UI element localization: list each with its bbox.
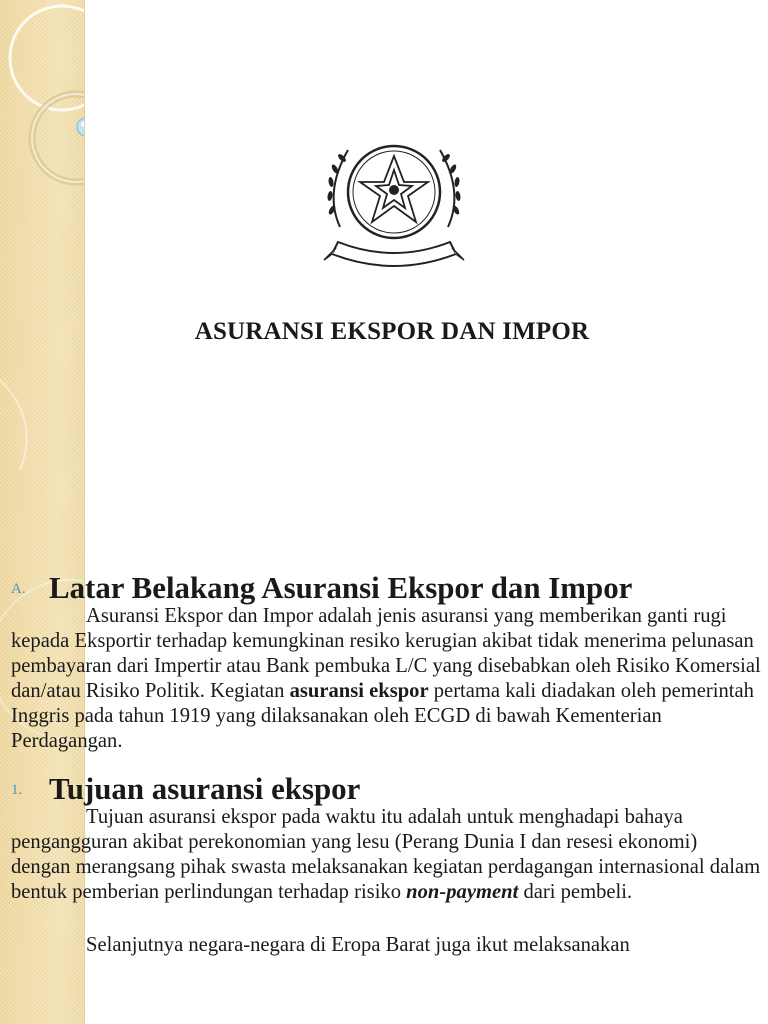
section-a-heading (11, 570, 761, 605)
document-title: ASURANSI EKSPOR DAN IMPOR (194, 318, 590, 345)
section-1-paragraph-next (11, 933, 761, 958)
section-1-emphasis-term: non-payment (406, 881, 519, 903)
section-1-text-next: Selanjutnya negara-negara di Eropa Barat juga ikut melaksanakan (86, 934, 630, 956)
section-1-text-2: dari pembeli. (518, 881, 633, 903)
section-a-paragraph (11, 604, 761, 754)
section-1-heading-text: Tujuan asuransi ekspor (49, 771, 361, 806)
section-a-marker: A. (11, 581, 26, 597)
section-a-heading-text: Latar Belakang Asuransi Ekspor dan Impor (49, 570, 633, 605)
section-a-bold-term: asuransi ekspor (289, 680, 429, 702)
section-1-paragraph (11, 805, 761, 905)
institution-seal (320, 132, 468, 272)
section-1-marker: 1. (11, 782, 23, 798)
section-a-text-2: pertama kali diadakan oleh pemerintah Inggris pada tahun 1919 yang dilaksanakan oleh ECGD di bawah Kementerian Perdagangan. (11, 680, 754, 752)
section-a-text-1: Asuransi Ekspor dan Impor adalah jenis asuransi yang memberikan ganti rugi kepada Eksportir terhadap kemungkinan resiko kerugian akibat tidak menerima pelunasan pembayaran dari Impertir atau Bank pembuka L/C yang disebabkan oleh Risiko Komersial dan/atau Risiko Politik. Kegiatan (11, 605, 761, 702)
section-1-text-1: Tujuan asuransi ekspor pada waktu itu adalah untuk menghadapi bahaya pengangguran akibat perekonomian yang lesu (Perang Dunia I dan resesi ekonomi) dengan merangsang pihak swasta melaksanakan kegiatan perdagangan internasional dalam bentuk pemberian perlindungan terhadap risiko (11, 806, 761, 903)
section-1-heading (11, 771, 761, 806)
document-body (11, 570, 761, 958)
